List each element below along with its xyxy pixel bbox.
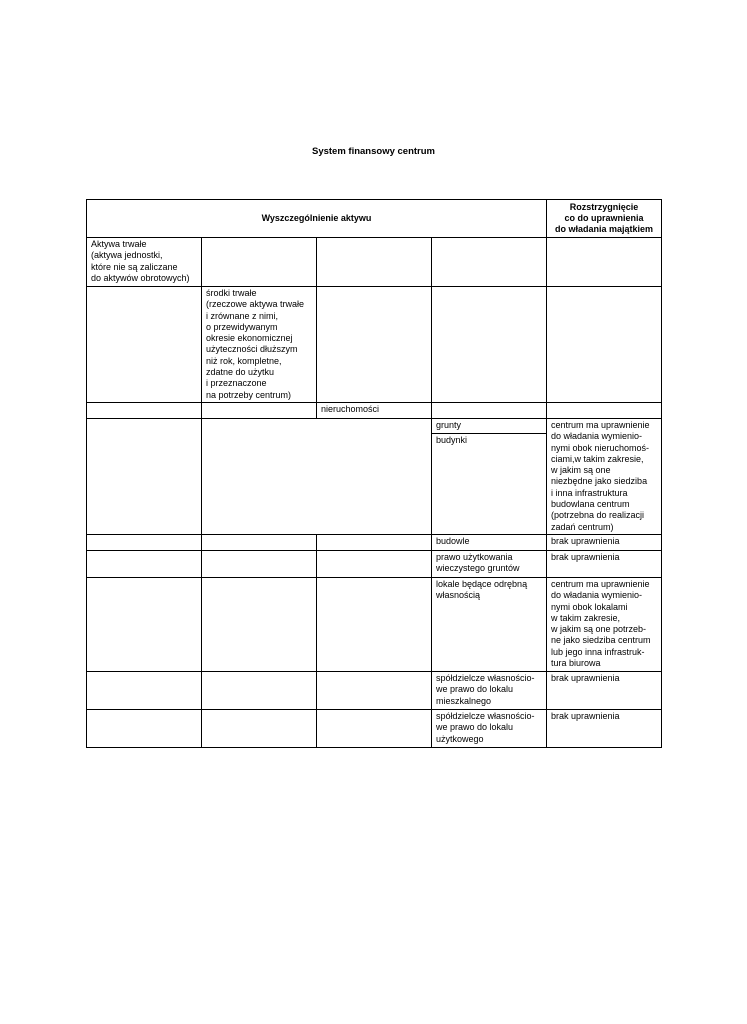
empty-cell: [317, 551, 432, 578]
cell-real-estate: nieruchomości: [317, 403, 432, 419]
asset-table: [86, 199, 662, 748]
empty-cell: [202, 710, 317, 748]
table-header-row: [87, 200, 662, 238]
empty-cell: [317, 672, 432, 710]
header-decision: Rozstrzygnięcie co do uprawnienia do władania majątkiem: [547, 200, 662, 238]
cell-premises: lokale będące odrębną własnością: [432, 578, 547, 672]
table-row: [87, 535, 662, 551]
cell-coop-residential-decision: brak uprawnienia: [547, 672, 662, 710]
empty-cell: [87, 535, 202, 551]
empty-cell: [432, 238, 547, 287]
cell-perpetual-usufruct-decision: brak uprawnienia: [547, 551, 662, 578]
empty-cell: [87, 419, 202, 535]
empty-cell: [317, 287, 432, 403]
empty-cell: [87, 710, 202, 748]
cell-premises-decision: centrum ma uprawnienie do władania wymienio- nymi obok lokalami w takim zakresie, w jakim są one potrzeb- ne jako siedziba centrum lub jego inna infrastruk- tura biurowa: [547, 578, 662, 672]
empty-cell: [317, 578, 432, 672]
empty-cell: [202, 535, 317, 551]
table-row: [87, 551, 662, 578]
table-row: [87, 710, 662, 748]
empty-cell: [87, 672, 202, 710]
empty-cell: [317, 238, 432, 287]
cell-land: grunty: [432, 419, 547, 434]
empty-cell: [202, 238, 317, 287]
empty-cell: [202, 551, 317, 578]
cell-coop-commercial-decision: brak uprawnienia: [547, 710, 662, 748]
cell-structures-decision: brak uprawnienia: [547, 535, 662, 551]
table-row: [87, 578, 662, 672]
table-row: [87, 419, 662, 434]
cell-coop-commercial: spółdzielcze własnościo- we prawo do lokalu użytkowego: [432, 710, 547, 748]
cell-structures: budowle: [432, 535, 547, 551]
table-row: [87, 403, 662, 419]
cell-fixed-assets: Aktywa trwałe (aktywa jednostki, które nie są zaliczane do aktywów obrotowych): [87, 238, 202, 287]
table-row: [87, 238, 662, 287]
cell-tangible-assets: środki trwałe (rzeczowe aktywa trwałe i zrównane z nimi, o przewidywanym okresie ekonomicznej użyteczności dłuższym niż rok, kompletne, zdatne do użytku i przeznaczone na potrzeby centrum): [202, 287, 317, 403]
empty-cell: [87, 578, 202, 672]
empty-cell: [432, 403, 547, 419]
table-row: [87, 287, 662, 403]
empty-cell: [202, 403, 317, 419]
empty-cell: [432, 287, 547, 403]
empty-cell: [317, 535, 432, 551]
cell-land-buildings-decision: centrum ma uprawnienie do władania wymienio- nymi obok nieruchomoś- ciami,w takim zakresie, w jakim są one niezbędne jako siedziba i inna infrastruktura budowlana centrum (potrzebna do realizacji zadań centrum): [547, 419, 662, 535]
header-spec: Wyszczególnienie aktywu: [87, 200, 547, 238]
table-row: [87, 672, 662, 710]
cell-buildings: budynki: [432, 434, 547, 535]
empty-cell: [547, 403, 662, 419]
cell-perpetual-usufruct: prawo użytkowania wieczystego gruntów: [432, 551, 547, 578]
empty-cell: [547, 287, 662, 403]
empty-cell: [202, 419, 432, 535]
page-title: System finansowy centrum: [311, 146, 435, 157]
empty-cell: [87, 551, 202, 578]
empty-cell: [547, 238, 662, 287]
cell-coop-residential: spółdzielcze własnościo- we prawo do lokalu mieszkalnego: [432, 672, 547, 710]
empty-cell: [202, 578, 317, 672]
empty-cell: [87, 403, 202, 419]
empty-cell: [202, 672, 317, 710]
empty-cell: [317, 710, 432, 748]
empty-cell: [87, 287, 202, 403]
